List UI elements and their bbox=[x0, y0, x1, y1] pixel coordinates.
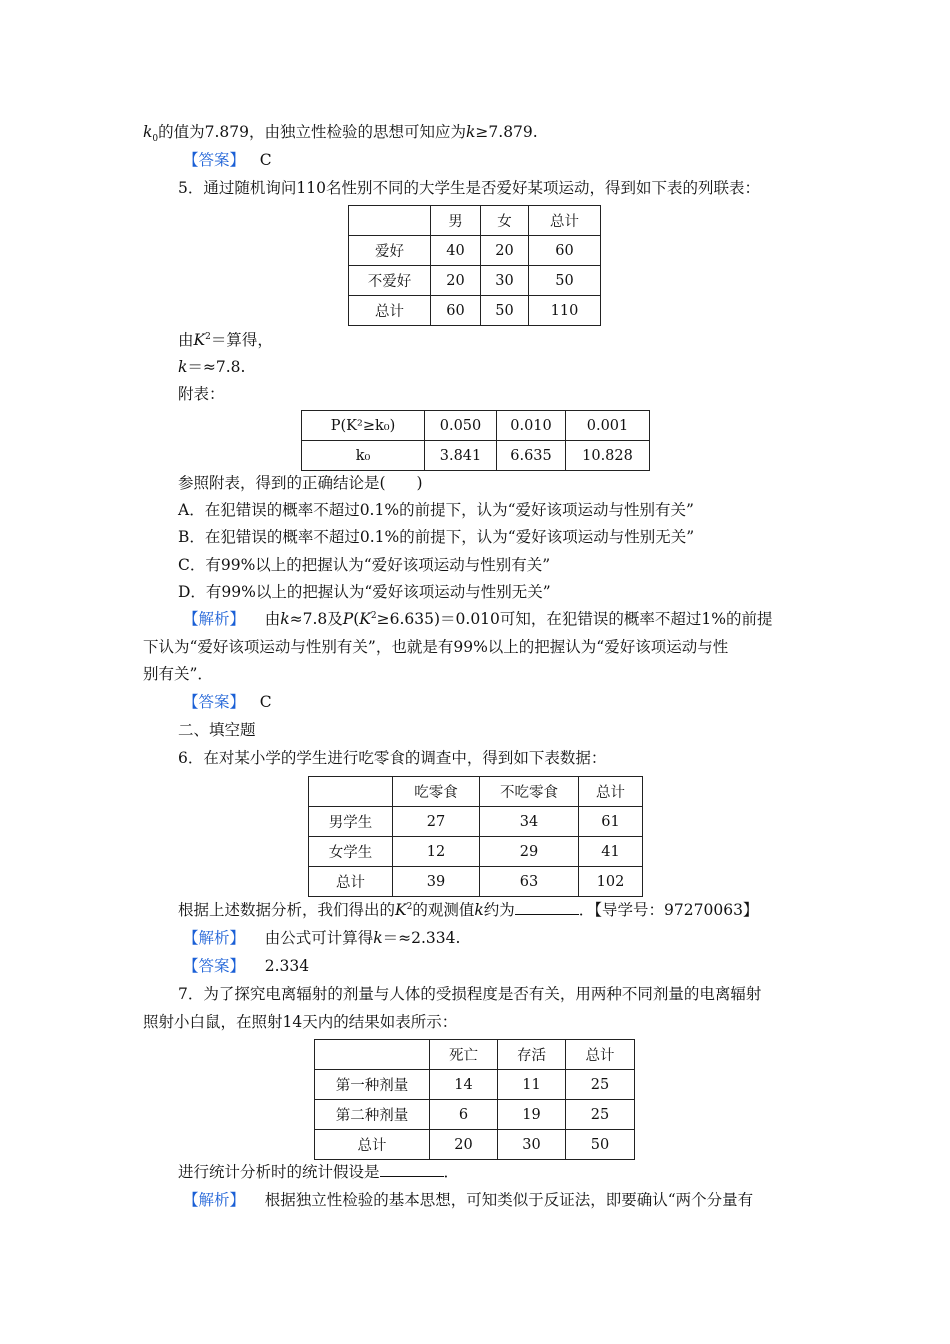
intro-text-end: ≥7.879. bbox=[475, 123, 538, 141]
q4-answer bbox=[183, 149, 272, 171]
table-cell: 第一种剂量 bbox=[315, 1070, 430, 1100]
table-header-row bbox=[309, 777, 643, 807]
table-row bbox=[309, 837, 643, 867]
table-cell bbox=[349, 206, 431, 236]
table-cell: 3.841 bbox=[425, 441, 497, 471]
table-row bbox=[315, 1070, 635, 1100]
analysis-tag: 【解析】 bbox=[183, 1191, 246, 1209]
table-row bbox=[315, 1100, 635, 1130]
table-cell: 0.050 bbox=[425, 411, 497, 441]
option-d: D．有99%以上的把握认为“爱好该项运动与性别无关” bbox=[178, 583, 551, 601]
q6-table bbox=[308, 776, 643, 897]
table-cell: 29 bbox=[480, 837, 579, 867]
table-cell bbox=[309, 777, 393, 807]
q6-analysis: 【解析】 由公式可计算得k＝≈2.334. bbox=[183, 929, 461, 947]
table-cell: 男学生 bbox=[309, 807, 393, 837]
table-cell: P(K²≥k₀) bbox=[302, 411, 425, 441]
table-cell: 25 bbox=[566, 1100, 635, 1130]
table-cell: 50 bbox=[481, 296, 529, 326]
table-cell: 60 bbox=[431, 296, 481, 326]
answer-tag: 【答案】 bbox=[183, 693, 246, 711]
table-header-row bbox=[315, 1040, 635, 1070]
table-cell: 30 bbox=[498, 1130, 566, 1160]
table-cell: 34 bbox=[480, 807, 579, 837]
table-cell: 爱好 bbox=[349, 236, 431, 266]
q6-stem: 6．在对某小学的学生进行吃零食的调查中，得到如下表数据： bbox=[178, 749, 607, 767]
table-cell: 存活 bbox=[498, 1040, 566, 1070]
q6-question: 根据上述数据分析，我们得出的$K^2$的观测值k约为 ．【导学号：97270063】 bbox=[178, 901, 759, 919]
table-cell: 40 bbox=[431, 236, 481, 266]
table-cell: 总计 bbox=[349, 296, 431, 326]
table-cell: 11 bbox=[498, 1070, 566, 1100]
table-row bbox=[349, 266, 601, 296]
table-row bbox=[309, 807, 643, 837]
table-cell: 14 bbox=[430, 1070, 498, 1100]
q5-question: 参照附表，得到的正确结论是( ) bbox=[178, 474, 423, 492]
option-a: A．在犯错误的概率不超过0.1%的前提下，认为“爱好该项运动与性别有关” bbox=[178, 501, 694, 519]
table-cell: 30 bbox=[481, 266, 529, 296]
q6-answer bbox=[183, 955, 309, 977]
table-row bbox=[309, 867, 643, 897]
table-cell: 60 bbox=[529, 236, 601, 266]
table-cell: 10.828 bbox=[566, 441, 650, 471]
table-row bbox=[302, 411, 650, 441]
table-cell bbox=[315, 1040, 430, 1070]
answer-blank[interactable] bbox=[515, 900, 579, 915]
option-b: B．在犯错误的概率不超过0.1%的前提下，认为“爱好该项运动与性别无关” bbox=[178, 528, 695, 546]
q5-analysis-line-3: 别有关”． bbox=[143, 665, 213, 683]
table-row bbox=[302, 441, 650, 471]
table-cell: 女学生 bbox=[309, 837, 393, 867]
answer-blank[interactable] bbox=[380, 1162, 444, 1177]
table-cell: 女 bbox=[481, 206, 529, 236]
intro-text: 的值为7.879，由独立性检验的思想可知应为 bbox=[158, 123, 467, 141]
answer-tag: 【答案】 bbox=[183, 957, 246, 975]
table-row bbox=[349, 236, 601, 266]
q5-table bbox=[348, 205, 601, 326]
table-row bbox=[315, 1130, 635, 1160]
table-cell: 总计 bbox=[579, 777, 643, 807]
answer-value: 2.334 bbox=[264, 957, 310, 975]
table-cell: 12 bbox=[393, 837, 480, 867]
table-cell: 20 bbox=[481, 236, 529, 266]
table-cell: 6.635 bbox=[497, 441, 566, 471]
table-cell: 第二种剂量 bbox=[315, 1100, 430, 1130]
table-cell: 39 bbox=[393, 867, 480, 897]
table-cell: 41 bbox=[579, 837, 643, 867]
q5-appendix-label: 附表： bbox=[178, 385, 225, 403]
q7-table bbox=[314, 1039, 635, 1160]
answer-value: C bbox=[259, 693, 272, 711]
q5-stem: 5．通过随机询问110名性别不同的大学生是否爱好某项运动，得到如下表的列联表： bbox=[178, 179, 760, 197]
table-cell: 50 bbox=[566, 1130, 635, 1160]
table-cell: 63 bbox=[480, 867, 579, 897]
table-cell: 男 bbox=[431, 206, 481, 236]
table-cell: 0.001 bbox=[566, 411, 650, 441]
q7-stem-1: 7．为了探究电离辐射的剂量与人体的受损程度是否有关，用两种不同剂量的电离辐射 bbox=[178, 985, 762, 1003]
q7-question: 进行统计分析时的统计假设是 ． bbox=[178, 1163, 460, 1181]
table-cell: 0.010 bbox=[497, 411, 566, 441]
table-cell: 20 bbox=[430, 1130, 498, 1160]
q7-analysis: 【解析】 根据独立性检验的基本思想，可知类似于反证法，即要确认“两个分量有 bbox=[183, 1191, 754, 1209]
analysis-tag: 【解析】 bbox=[183, 929, 246, 947]
table-cell: 总计 bbox=[315, 1130, 430, 1160]
table-cell: 61 bbox=[579, 807, 643, 837]
section-title: 二、填空题 bbox=[178, 721, 256, 739]
q5-calc-line-2: k＝≈7.8. bbox=[178, 358, 246, 376]
table-header-row bbox=[349, 206, 601, 236]
answer-value: C bbox=[259, 151, 272, 169]
table-cell: 102 bbox=[579, 867, 643, 897]
q5-appendix-table bbox=[301, 410, 650, 471]
q7-stem-2: 照射小白鼠，在照射14天内的结果如表所示： bbox=[143, 1013, 458, 1031]
table-cell: k₀ bbox=[302, 441, 425, 471]
table-row bbox=[349, 296, 601, 326]
intro-line: $k_0$的值为7.879，由独立性检验的思想可知应为k≥7.879. bbox=[143, 123, 538, 145]
table-cell: 25 bbox=[566, 1070, 635, 1100]
table-cell: 总计 bbox=[529, 206, 601, 236]
table-cell: 50 bbox=[529, 266, 601, 296]
table-cell: 不吃零食 bbox=[480, 777, 579, 807]
table-cell: 总计 bbox=[309, 867, 393, 897]
option-c: C．有99%以上的把握认为“爱好该项运动与性别有关” bbox=[178, 556, 551, 574]
table-cell: 总计 bbox=[566, 1040, 635, 1070]
table-cell: 不爱好 bbox=[349, 266, 431, 296]
q5-answer bbox=[183, 691, 272, 713]
answer-tag: 【答案】 bbox=[183, 151, 246, 169]
q5-analysis-line-1: 【解析】 由k≈7.8及$P(K^2\ge 6.635)=0.010$可知，在犯错误的概率不超过1%的前提 bbox=[183, 610, 773, 628]
table-cell: 吃零食 bbox=[393, 777, 480, 807]
table-cell: 19 bbox=[498, 1100, 566, 1130]
table-cell: 6 bbox=[430, 1100, 498, 1130]
table-cell: 27 bbox=[393, 807, 480, 837]
q5-analysis-line-2: 下认为“爱好该项运动与性别有关”，也就是有99%以上的把握认为“爱好该项运动与性 bbox=[143, 638, 729, 656]
table-cell: 20 bbox=[431, 266, 481, 296]
table-cell: 110 bbox=[529, 296, 601, 326]
table-cell: 死亡 bbox=[430, 1040, 498, 1070]
analysis-tag: 【解析】 bbox=[183, 610, 246, 628]
q5-calc-line-1: 由$K^2=$算得， bbox=[178, 331, 273, 349]
